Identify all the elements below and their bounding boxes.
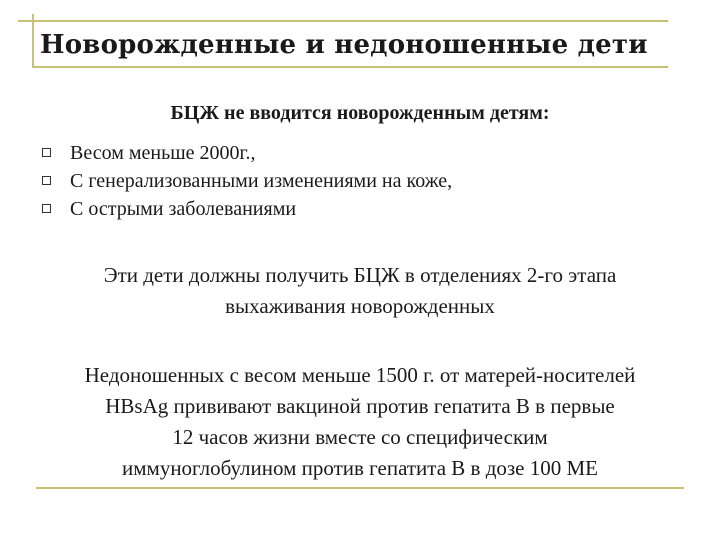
paragraph-second-stage — [60, 260, 660, 322]
list-item-text: С острыми заболеваниями — [70, 198, 297, 220]
paragraph-line: выхаживания новорожденных — [225, 294, 495, 318]
frame-bottom-line — [36, 487, 684, 489]
list-item — [42, 195, 452, 223]
paragraph-line: Эти дети должны получить БЦЖ в отделениях 2-го этапа — [103, 263, 617, 287]
list-item-text: Весом меньше 2000г., — [70, 142, 256, 164]
subheading: БЦЖ не вводится новорожденным детям: — [170, 102, 550, 124]
square-bullet-icon — [42, 204, 51, 213]
page-title: Новорожденные и недоношенные дети — [40, 30, 648, 60]
paragraph-line: Недоношенных с весом меньше 1500 г. от матерей-носителей — [84, 363, 636, 387]
bullet-list — [42, 139, 452, 223]
frame-top-line — [18, 20, 668, 22]
list-item — [42, 139, 452, 167]
paragraph-line: HBsAg прививают вакциной против гепатита В в первые — [105, 394, 615, 418]
paragraph-hepatitis-b — [40, 360, 680, 484]
square-bullet-icon — [42, 176, 51, 185]
title-underline — [32, 66, 668, 68]
list-item — [42, 167, 452, 195]
square-bullet-icon — [42, 148, 51, 157]
paragraph-line: иммуноглобулином против гепатита В в дозе 100 МЕ — [122, 456, 598, 480]
list-item-text: С генерализованными изменениями на коже, — [70, 170, 453, 192]
paragraph-line: 12 часов жизни вместе со специфическим — [172, 425, 548, 449]
